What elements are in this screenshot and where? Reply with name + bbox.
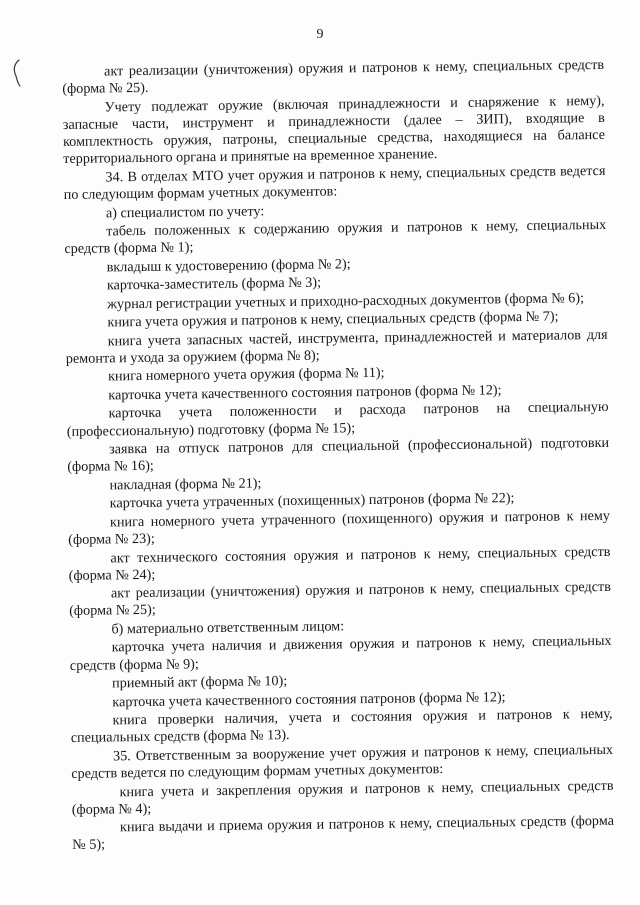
- list-item: книга выдачи и приема оружия и патронов к нему, специальных средств (форма № 5);: [72, 813, 615, 854]
- handwritten-margin-mark: [10, 58, 24, 88]
- list-item: акт технического состояния оружия и патронов к нему, специальных средств (форма № 24);: [68, 543, 611, 584]
- list-item: книга учета оружия и патронов к нему, специальных средств (форма № 7);: [107, 308, 559, 331]
- document-body: [62, 57, 614, 856]
- list-item: приемный акт (форма № 10);: [112, 673, 288, 692]
- list-item: карточка учета качественного состояния патронов (форма № 12);: [112, 688, 506, 711]
- list-item: книга учета и закрепления оружия и патронов к нему, специальных средств (форма № 4);: [71, 777, 614, 818]
- list-item: карточка учета наличия и движения оружия и патронов к нему, специальных средств (форма № 9);: [69, 633, 612, 674]
- list-item: накладная (форма № 21);: [109, 475, 262, 494]
- list-heading: а) специалистом по учету:: [105, 202, 265, 221]
- paragraph: акт реализации (уничтожения) оружия и патронов к нему, специальных средств (форма № 25).: [62, 56, 605, 98]
- paragraph: 35. Ответственным за вооружение учет оружия и патронов к нему, специальных средств ведется по следующим формам учетных документов:: [71, 741, 614, 782]
- list-item: книга номерного учета оружия (форма № 11);: [107, 365, 385, 385]
- paragraph: Учету подлежат оружие (включая принадлежности и снаряжение к нему), запасные части, инструмент и принадлежности (далее – ЗИП), входящие в комплектность оружия, патроны, специальные средства, находящиеся на балансе территориального органа и принятые на временное хранение.: [62, 92, 606, 168]
- list-item: карточка учета положенности и расхода патронов на специальную (профессиональную) подготовку (форма № 15);: [66, 399, 609, 440]
- paragraph: 34. В отделах МТО учет оружия и патронов к нему, специальных средств ведется по следующим формам учетных документов:: [63, 162, 606, 204]
- list-item: книга номерного учета утраченного (похищенного) оружия и патронов к нему (форма № 23);: [68, 507, 611, 548]
- list-item: журнал регистрации учетных и приходно-расходных документов (форма № 6);: [107, 289, 585, 313]
- list-item: карточка учета качественного состояния патронов (форма № 12);: [108, 382, 502, 404]
- list-item: карточка-заместитель (форма № 3);: [106, 274, 322, 294]
- list-item: табель положенных к содержанию оружия и патронов к нему, специальных средств (форма № 1);: [64, 216, 607, 258]
- list-heading: б) материально ответственным лицом:: [111, 618, 345, 638]
- list-item: заявка на отпуск патронов для специальной (профессиональной) подготовки (форма № 16);: [67, 434, 610, 476]
- list-item: книга проверки наличия, учета и состояния оружия и патронов к нему, специальных средств (форма № 13).: [70, 705, 613, 747]
- list-item: вкладыш к удостоверению (форма № 2);: [106, 255, 351, 276]
- list-item: книга учета запасных частей, инструмента, принадлежностей и материалов для ремонта и ухода за оружием (форма № 8);: [65, 326, 608, 367]
- list-item: карточка учета утраченных (похищенных) патронов (форма № 22);: [109, 490, 515, 512]
- list-item: акт реализации (уничтожения) оружия и патронов к нему, специальных средств (форма № 25);: [69, 579, 611, 620]
- page-number: 9: [316, 27, 324, 42]
